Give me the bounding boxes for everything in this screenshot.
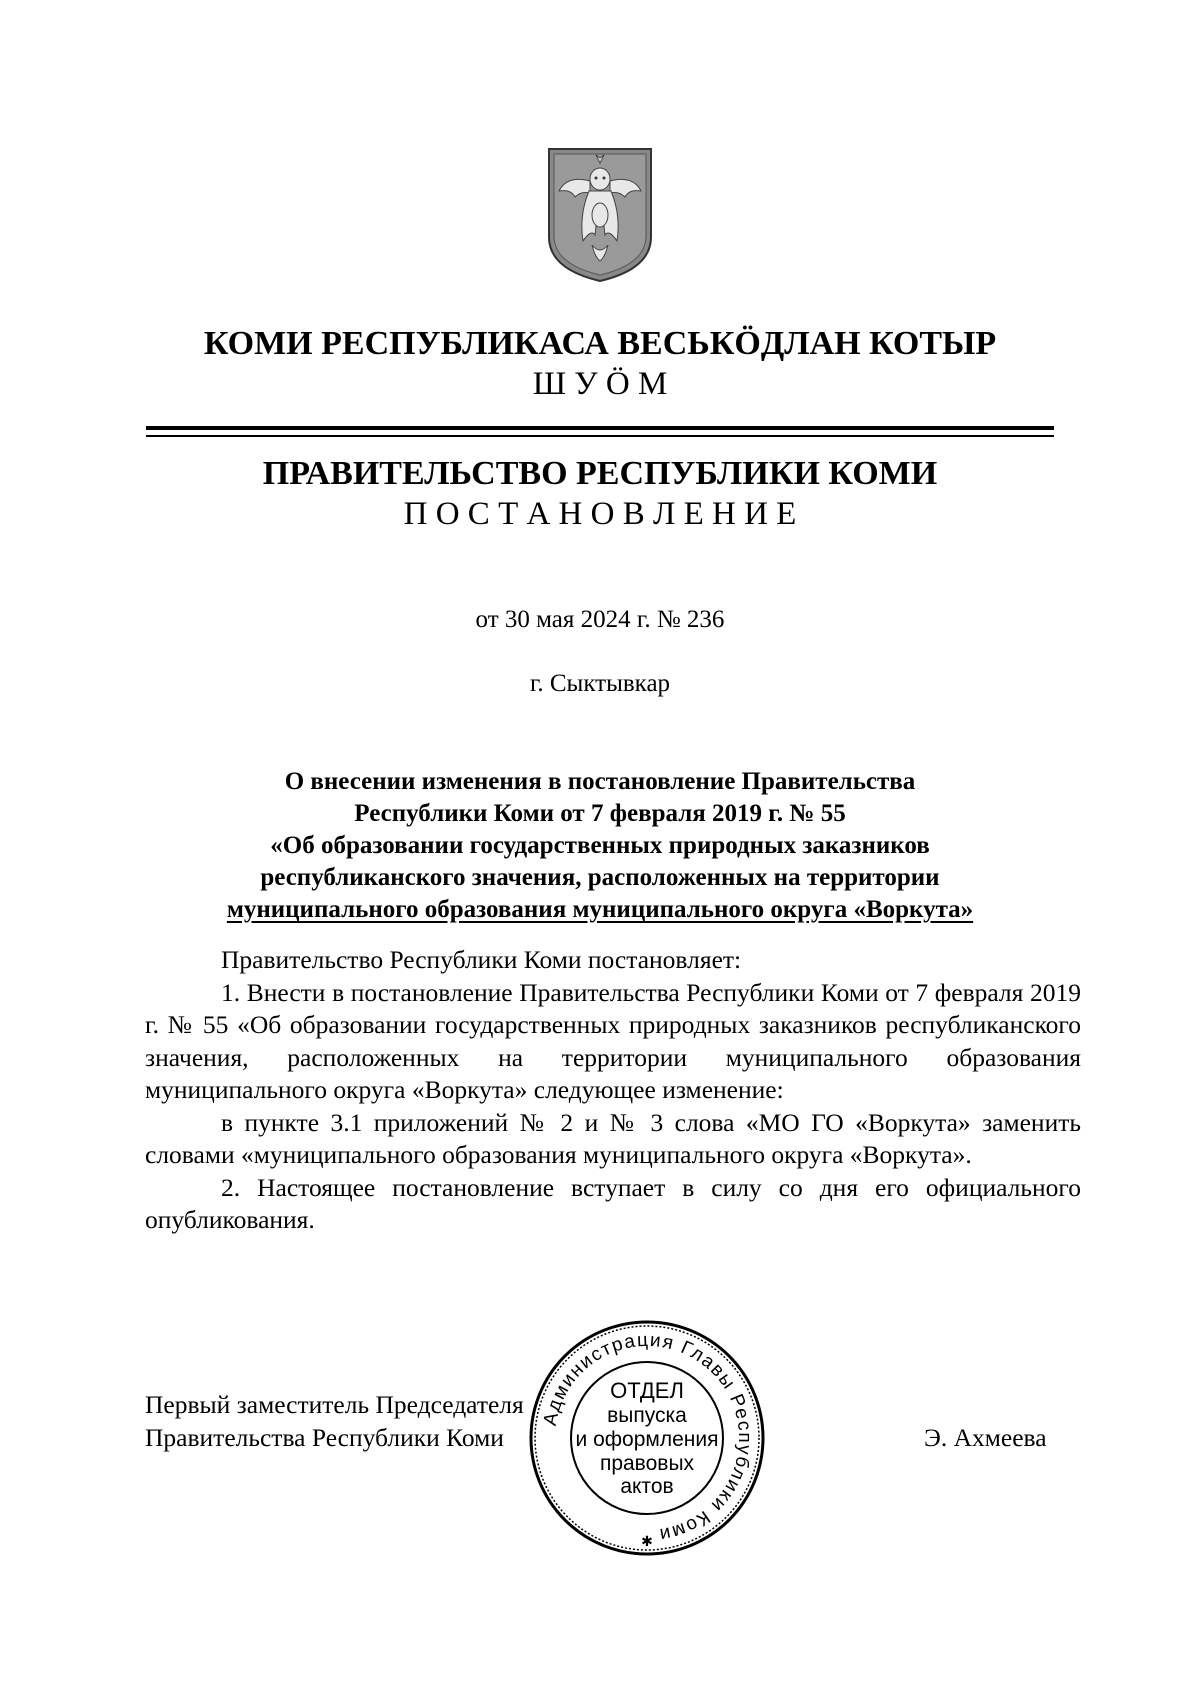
russian-document-type: П О С Т А Н О В Л Е Н И Е xyxy=(403,496,797,532)
komi-document-type: Ш У Ӧ М xyxy=(532,366,668,402)
body-intro: Правительство Республики Коми постановляет: xyxy=(221,945,742,974)
stamp-ring-text: Администрация Главы Республики Коми xyxy=(539,1329,756,1546)
body-item-1-change: в пункте 3.1 приложений № 2 и № 3 слова «МО ГО «Воркута» заменить словами «муниципального образования муниципального округа «Воркута». xyxy=(145,1107,1081,1169)
document-body xyxy=(145,944,1081,1237)
subject-line: муниципального образования муниципального округа «Воркута» xyxy=(226,896,974,923)
subject-line: Республики Коми от 7 февраля 2019 г. № 55 xyxy=(354,800,846,827)
subject-line: республиканского значения, расположенных на территории xyxy=(260,864,940,891)
document-city: г. Сыктывкар xyxy=(529,670,671,697)
stamp-line: актов xyxy=(620,1475,674,1498)
header-divider-thick xyxy=(146,426,1054,430)
komi-organization-title: КОМИ РЕСПУБЛИКАСА ВЕСЬКӦДЛАН КОТЫР xyxy=(203,325,997,362)
stamp-line: и оформления xyxy=(575,1428,719,1451)
subject-line: «Об образовании государственных природных заказников xyxy=(270,832,930,859)
official-stamp-icon xyxy=(528,1318,766,1558)
signatory-name: Э. Ахмеева xyxy=(924,1423,1047,1452)
coat-of-arms-icon xyxy=(545,145,655,283)
body-item-1: 1. Внести в постановление Правительства Республики Коми от 7 февраля 2019 г. № 55 «Об образовании государственных природных заказников республиканского значения, расположенных на территории муниципального образования муниципального округа «Воркута» следующее изменение: xyxy=(145,977,1081,1104)
signatory-position-line: Правительства Республики Коми xyxy=(145,1423,504,1452)
document-date-number: от 30 мая 2024 г. № 236 xyxy=(475,606,725,633)
stamp-line: выпуска xyxy=(607,1404,687,1427)
stamp-line: ОТДЕЛ xyxy=(610,1378,684,1403)
svg-text:✱: ✱ xyxy=(641,1535,653,1550)
signatory-position-line: Первый заместитель Председателя xyxy=(145,1390,524,1419)
document-subject xyxy=(0,766,1200,926)
header-divider-thin xyxy=(146,435,1054,437)
subject-line: О внесении изменения в постановление Правительства xyxy=(284,768,916,795)
stamp-line: правовых xyxy=(599,1452,695,1475)
body-item-2: 2. Настоящее постановление вступает в силу со дня его официального опубликования. xyxy=(145,1172,1081,1234)
russian-organization-title: ПРАВИТЕЛЬСТВО РЕСПУБЛИКИ КОМИ xyxy=(262,455,938,492)
signatory-position xyxy=(145,1388,524,1454)
